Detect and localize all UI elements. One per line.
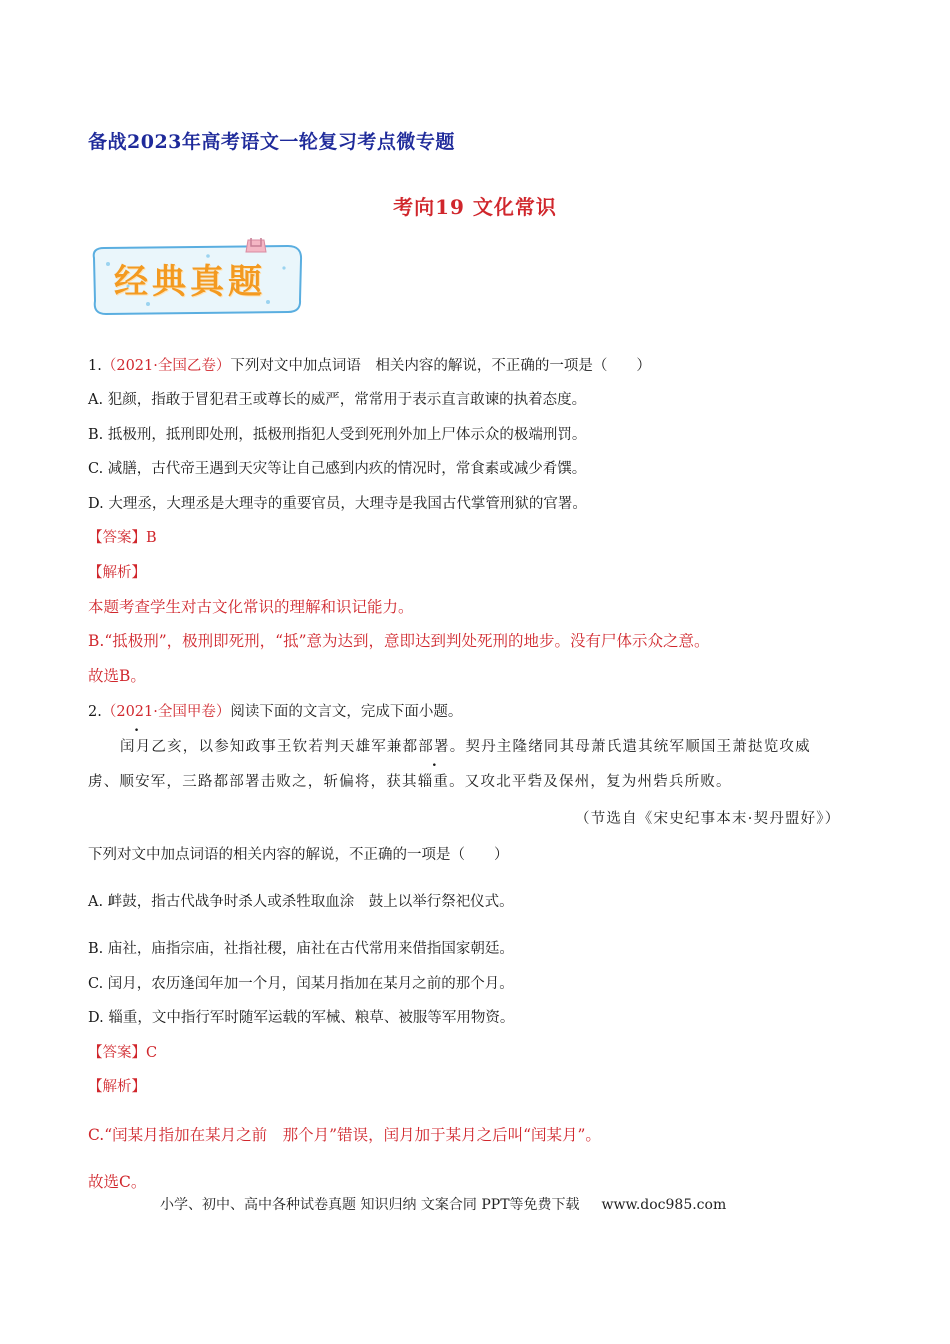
passage-line-2 bbox=[88, 770, 732, 791]
q2-question: 下列对文中加点词语的相关内容的解说，不正确的一项是（ ） bbox=[88, 847, 509, 863]
dotted-term-zizhong: 辎重 bbox=[417, 774, 450, 790]
q1-analysis-label: 【解析】 bbox=[88, 565, 146, 581]
q2-stem-line bbox=[88, 700, 462, 721]
q1-source: （2021·全国乙卷） bbox=[101, 358, 231, 374]
q2-option-c: C. 闰月，农历逢闰年加一个月，闰某月指加在某月之前的那个月。 bbox=[88, 976, 514, 992]
q1-answer: 【答案】B bbox=[88, 530, 157, 546]
classic-exam-badge bbox=[88, 238, 308, 318]
section-title: 考向19 文化常识 bbox=[393, 195, 557, 219]
q1-option-b: B. 抵极刑，抵刑即处刑，抵极刑指犯人受到死刑外加上尸体示众的极端刑罚。 bbox=[88, 427, 587, 443]
q1-option-c: C. 减膳，古代帝王遇到天灾等让自己感到内疚的情况时，常食素或减少肴馔。 bbox=[88, 461, 587, 477]
q2-analysis-label: 【解析】 bbox=[88, 1079, 146, 1095]
q2-number: 2. bbox=[88, 704, 102, 720]
badge-label: 经典真题 bbox=[114, 262, 266, 302]
q1-number: 1. bbox=[88, 358, 102, 374]
q2-analysis-2: 故选C。 bbox=[88, 1173, 147, 1191]
q2-analysis-1: C.“闰某月指加在某月之前 那个月”错误，闰月加于某月之后叫“闰某月”。 bbox=[88, 1126, 601, 1144]
q1-analysis-2: B.“抵极刑”，极刑即死刑，“抵”意为达到，意即达到判处死刑的地步。没有尸体示众之意。 bbox=[88, 632, 710, 650]
document-title: 备战2023年高考语文一轮复习考点微专题 bbox=[88, 131, 455, 153]
passage-line-1 bbox=[120, 735, 811, 756]
q2-source: （2021·全国甲卷） bbox=[101, 704, 231, 720]
q2-answer: 【答案】C bbox=[88, 1045, 158, 1061]
passage-text-1: 乙亥，以参知政事王钦若判天雄军兼都部署。契丹主隆绪同其母萧氏遣其统军顺国王萧挞览攻威 bbox=[151, 739, 811, 755]
q1-analysis-1: 本题考查学生对古文化常识的理解和识记能力。 bbox=[88, 598, 414, 616]
footer-url[interactable]: www.doc985.com bbox=[601, 1197, 727, 1213]
q1-option-d: D. 大理丞，大理丞是大理寺的重要官员，大理寺是我国古代掌管刑狱的官署。 bbox=[88, 496, 587, 512]
q2-stem: 阅读下面的文言文，完成下面小题。 bbox=[230, 704, 463, 720]
dotted-term-runyue: 闰月 bbox=[120, 739, 152, 755]
q2-option-a: A. 衅鼓，指古代战争时杀人或杀牲取血涂 鼓上以举行祭祀仪式。 bbox=[88, 894, 514, 910]
page-footer bbox=[160, 1194, 726, 1214]
passage-citation: （节选自《宋史纪事本末·契丹盟好》） bbox=[575, 811, 841, 827]
passage-text-2c: 。又攻北平砦及保州，复为州砦兵所败。 bbox=[449, 774, 732, 790]
footer-text: 小学、初中、高中各种试卷真题 知识归纳 文案合同 PPT等免费下载 bbox=[160, 1197, 580, 1213]
q1-option-a: A. 犯颜，指敢于冒犯君王或尊长的威严，常常用于表示直言敢谏的执着态度。 bbox=[88, 392, 587, 408]
passage-text-2a: 虏、顺安军，三路都部署击败之，斩偏将，获其 bbox=[88, 774, 418, 790]
q2-option-b: B. 庙社，庙指宗庙，社指社稷，庙社在古代常用来借指国家朝廷。 bbox=[88, 941, 514, 957]
q1-stem-line bbox=[88, 354, 651, 375]
q1-analysis-3: 故选B。 bbox=[88, 667, 146, 685]
q1-stem: 下列对文中加点词语 相关内容的解说，不正确的一项是（ ） bbox=[230, 358, 651, 374]
q2-option-d: D. 辎重，文中指行军时随军运载的军械、粮草、被服等军用物资。 bbox=[88, 1010, 515, 1026]
